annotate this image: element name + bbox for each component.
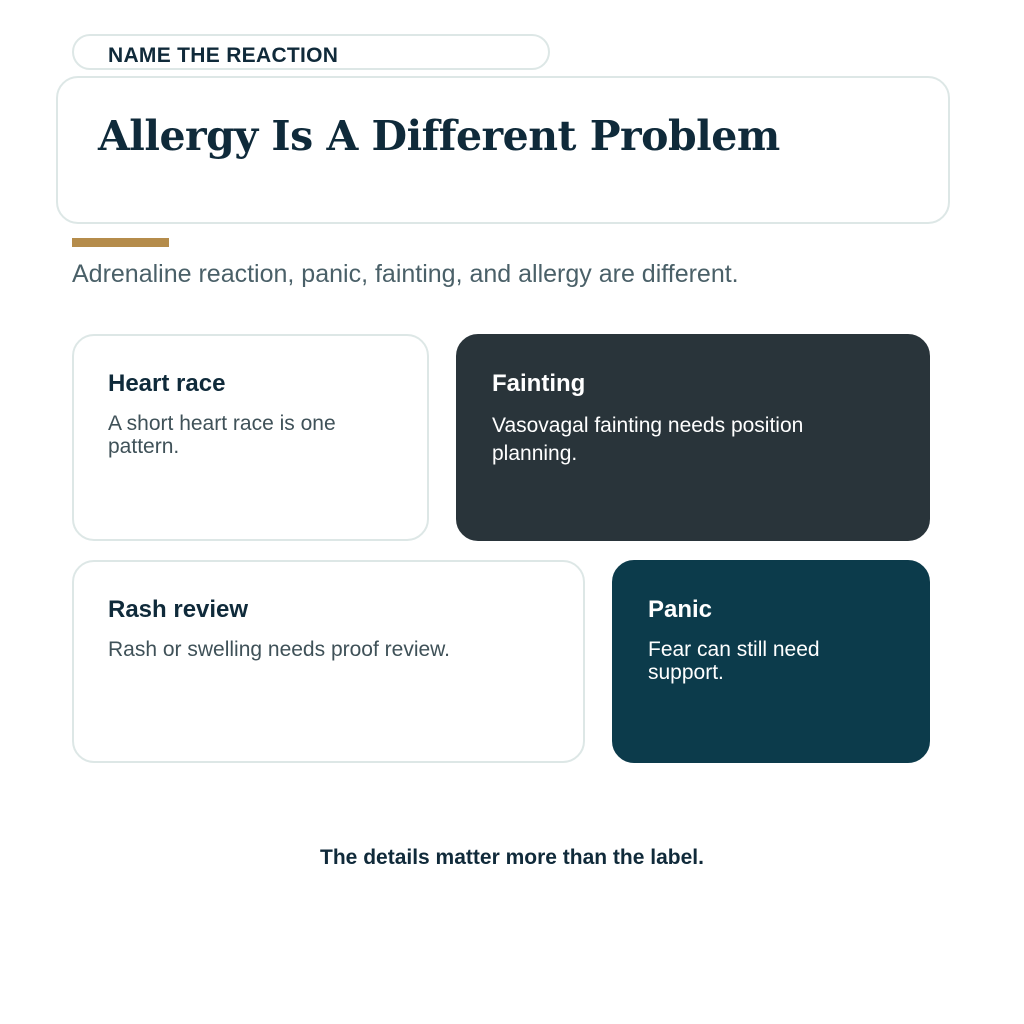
card-heart-race	[72, 334, 429, 541]
section-kicker-pill	[72, 34, 550, 70]
card-title: Rash review	[108, 596, 249, 623]
card-title: Fainting	[492, 370, 586, 397]
card-title: Heart race	[108, 370, 226, 397]
accent-bar	[72, 238, 169, 247]
card-body: Rash or swelling needs proof review.	[108, 638, 451, 661]
page-title: Allergy Is A Different Problem	[98, 112, 780, 160]
card-body: A short heart race is one pattern.	[108, 412, 336, 458]
page-subtitle: Adrenaline reaction, panic, fainting, and allergy are different.	[72, 260, 739, 288]
card-body: Fear can still need support.	[648, 638, 820, 684]
footer-note: The details matter more than the label.	[320, 846, 704, 869]
card-body: Vasovagal fainting needs position planning.	[492, 414, 804, 465]
card-fainting	[456, 334, 930, 541]
card-rash-review	[72, 560, 585, 763]
card-panic	[612, 560, 930, 763]
section-kicker: NAME THE REACTION	[108, 44, 339, 67]
card-title: Panic	[648, 596, 713, 623]
title-box	[56, 76, 950, 224]
